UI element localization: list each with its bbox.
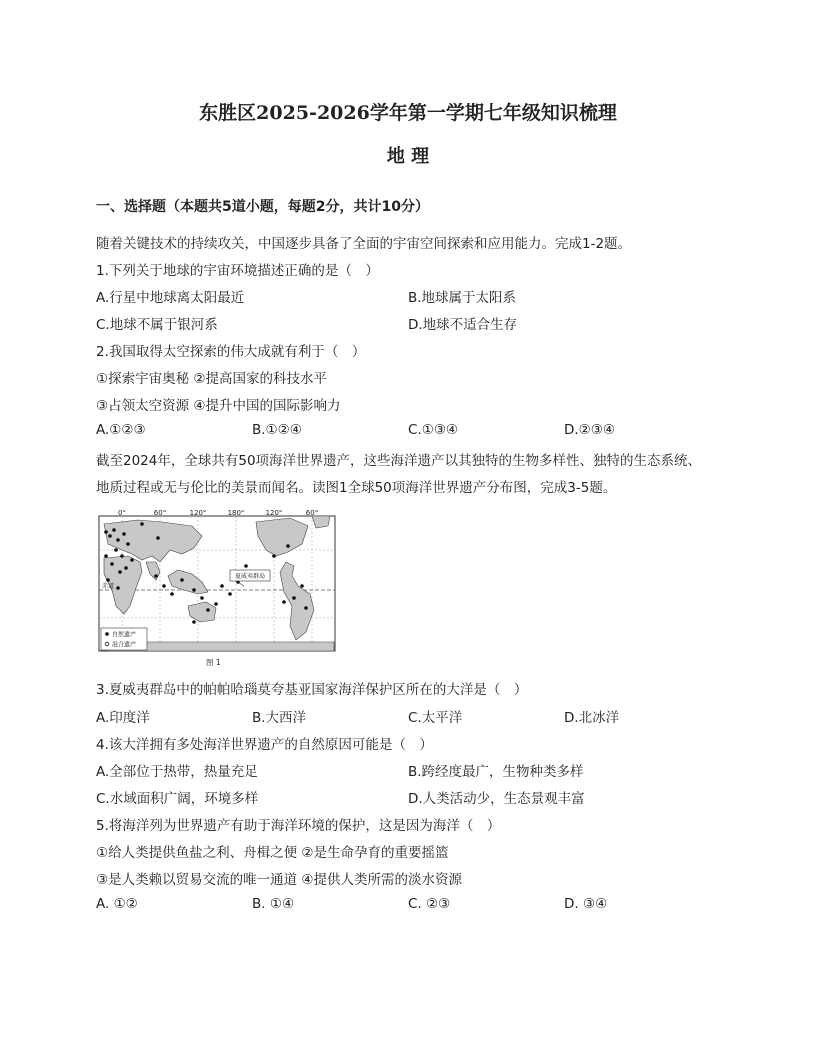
q5-statements-2: ③是人类赖以贸易交流的唯一通道 ④提供人类所需的淡水资源 xyxy=(96,872,462,888)
q4-option-c[interactable]: C.水域面积广阔，环境多样 xyxy=(96,791,259,807)
q2-option-d[interactable]: D.②③④ xyxy=(564,422,615,438)
question-3-stem: 3.夏威夷群岛中的帕帕哈瑙莫夸基亚国家海洋保护区所在的大洋是（ ） xyxy=(96,682,528,698)
q3-option-b[interactable]: B.大西洋 xyxy=(252,710,307,726)
section-heading: 一、选择题（本题共5道小题，每题2分，共计10分） xyxy=(96,199,429,215)
document-title: 东胜区2025-2026学年第一学期七年级知识梳理 xyxy=(199,102,617,124)
q2-statements-1: ①探索宇宙奥秘 ②提高国家的科技水平 xyxy=(96,371,327,387)
lon-label-2: 60° xyxy=(153,510,167,517)
q1-option-d[interactable]: D.地球不适合生存 xyxy=(408,317,518,333)
q1-option-a[interactable]: A.行星中地球离太阳最近 xyxy=(96,290,245,306)
q4-option-b[interactable]: B.跨经度最广，生物种类多样 xyxy=(408,764,584,780)
intro-text-1: 随着关键技术的持续攻关，中国逐步具备了全面的宇宙空间探索和应用能力。完成1-2题。 xyxy=(96,236,632,252)
equator-label: 赤道 xyxy=(102,583,115,590)
q2-option-b[interactable]: B.①②④ xyxy=(252,422,302,438)
lon-label-1: 0° xyxy=(118,510,126,517)
q2-statements-2: ③占领太空资源 ④提升中国的国际影响力 xyxy=(96,398,341,414)
lon-label-6: 60° xyxy=(305,510,319,517)
lon-label-4: 180° xyxy=(227,510,245,517)
q4-option-a[interactable]: A.全部位于热带，热量充足 xyxy=(96,764,258,780)
figure-caption: 图 1 xyxy=(206,658,221,667)
intro-text-2-line-2: 地质过程或无与伦比的美景而闻名。读图1全球50项海洋世界遗产分布图，完成3-5题。 xyxy=(96,480,617,496)
q5-option-d[interactable]: D. ③④ xyxy=(564,896,608,912)
q5-option-a[interactable]: A. ①② xyxy=(96,896,138,912)
q5-option-c[interactable]: C. ②③ xyxy=(408,896,451,912)
legend-natural-label: 自然遗产 xyxy=(112,631,137,639)
question-1-stem: 1.下列关于地球的宇宙环境描述正确的是（ ） xyxy=(96,263,379,279)
q4-option-d[interactable]: D.人类活动少，生态景观丰富 xyxy=(408,791,585,807)
subject-title: 地 理 xyxy=(386,146,430,167)
q3-option-d[interactable]: D.北冰洋 xyxy=(564,710,620,726)
q1-option-c[interactable]: C.地球不属于银河系 xyxy=(96,317,218,333)
question-4-stem: 4.该大洋拥有多处海洋世界遗产的自然原因可能是（ ） xyxy=(96,737,433,753)
q5-option-b[interactable]: B. ①④ xyxy=(252,896,295,912)
question-5-stem: 5.将海洋列为世界遗产有助于海洋环境的保护，这是因为海洋（ ） xyxy=(96,818,501,834)
intro-text-2-line-1: 截至2024年，全球共有50项海洋世界遗产，这些海洋遗产以其独特的生物多样性、独特的生态系统、 xyxy=(96,453,702,469)
q2-option-c[interactable]: C.①③④ xyxy=(408,422,459,438)
q5-statements-1: ①给人类提供鱼盐之利、舟楫之便 ②是生命孕育的重要摇篮 xyxy=(96,845,449,861)
q1-option-b[interactable]: B.地球属于太阳系 xyxy=(408,290,517,306)
lon-label-3: 120° xyxy=(189,510,207,517)
q3-option-c[interactable]: C.太平洋 xyxy=(408,710,463,726)
q3-option-a[interactable]: A.印度洋 xyxy=(96,710,150,726)
marine-heritage-map xyxy=(98,510,338,670)
q2-option-a[interactable]: A.①②③ xyxy=(96,422,146,438)
hawaii-callout-label: 夏威夷群岛 xyxy=(234,573,266,580)
question-2-stem: 2.我国取得太空探索的伟大成就有利于（ ） xyxy=(96,344,366,360)
legend-mixed-label: 混合遗产 xyxy=(112,641,137,649)
lon-label-5: 120° xyxy=(265,510,283,517)
